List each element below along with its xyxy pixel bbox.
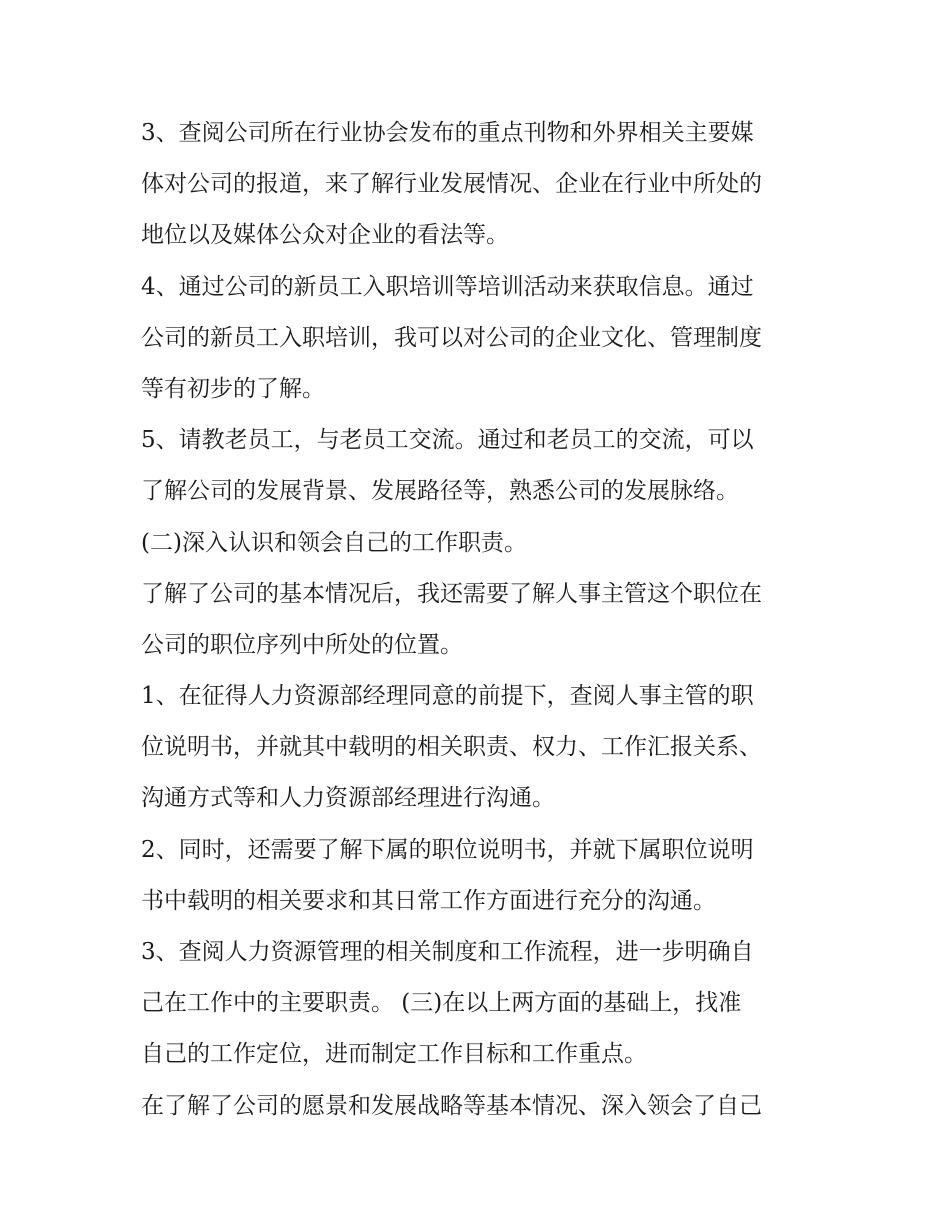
text-line: 自己的工作定位，进而制定工作目标和工作重点。 (141, 1041, 647, 1068)
section-heading: (二)深入认识和领会自己的工作职责。 (141, 529, 527, 556)
text-line: 地位以及媒体公众对企业的看法等。 (141, 222, 509, 249)
text-line: 3、查阅公司所在行业协会发布的重点刊物和外界相关主要媒 (141, 120, 754, 146)
text-line: 2、同时，还需要了解下属的职位说明书，并就下属职位说明 (141, 836, 754, 863)
text-line: 公司的职位序列中所处的位置。 (141, 631, 463, 658)
text-line: 了解了公司的基本情况后，我还需要了解人事主管这个职位在 (141, 580, 762, 607)
text-line: 5、请教老员工，与老员工交流。通过和老员工的交流，可以 (141, 427, 754, 454)
text-line: 了解公司的发展背景、发展路径等，熟悉公司的发展脉络。 (141, 478, 739, 505)
text-line: 己在工作中的主要职责。 (三)在以上两方面的基础上，找准 (141, 990, 742, 1017)
text-line: 书中载明的相关要求和其日常工作方面进行充分的沟通。 (141, 887, 716, 914)
text-line: 等有初步的了解。 (141, 375, 325, 402)
text-line: 位说明书，并就其中载明的相关职责、权力、工作汇报关系、 (141, 734, 762, 761)
text-line: 4、通过公司的新员工入职培训等培训活动来获取信息。通过 (141, 273, 754, 300)
text-line: 沟通方式等和人力资源部经理进行沟通。 (141, 785, 555, 812)
text-line: 在了解了公司的愿景和发展战略等基本情况、深入领会了自己 (141, 1092, 762, 1119)
text-line: 体对公司的报道，来了解行业发展情况、企业在行业中所处的 (141, 171, 762, 198)
text-line: 公司的新员工入职培训，我可以对公司的企业文化、管理制度 (141, 324, 762, 351)
text-line: 1、在征得人力资源部经理同意的前提下，查阅人事主管的职 (141, 683, 754, 710)
document-body (141, 108, 821, 1132)
text-line: 3、查阅人力资源管理的相关制度和工作流程，进一步明确自 (141, 939, 754, 965)
